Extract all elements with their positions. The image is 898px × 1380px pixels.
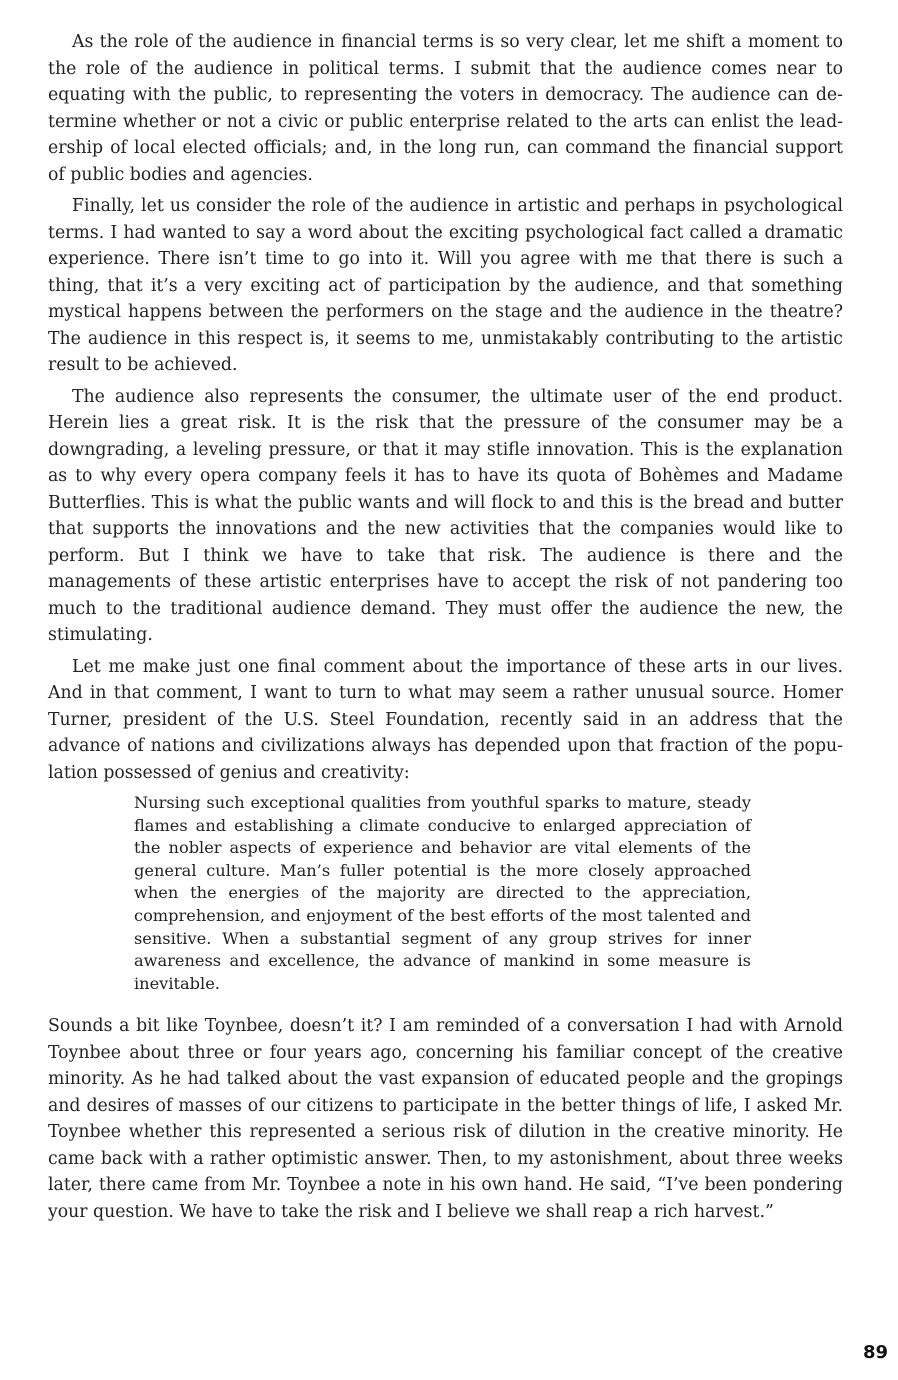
block-quote: Nursing such exceptional qualities from youthful sparks to mature, steady flames and establishing a climate conducive to enlarged appreciation of the nobler aspects of experience and behavior are vital elements of the general culture. Man’s fuller potential is the more closely approached when the energies of the majority are directed to the appreciation, comprehension, and enjoyment of the best efforts of the most talented and sensitive. When a substantial segment of any group strives for inner awareness and excellence, the advance of mankind in some measure is inevitable. <box>134 793 751 993</box>
paragraph-final-comment: Let me make just one final comment about the importance of these arts in our lives. And in that comment, I want to turn to what may seem a rather unusual source. Homer Turner, president of the U.S. Steel Foundation, recently said in an address that the advance of nations and civilizations always has depended upon that fraction of the population possessed of genius and creativity: <box>48 656 843 783</box>
paragraph-toynbee: Sounds a bit like Toynbee, doesn’t it? I am reminded of a conversation I had with Arnold Toynbee about three or four years ago, concerning his familiar concept of the creative minority. As he had talked about the vast expansion of educated people and the gropings and desires of masses of our citizens to participate in the better things of life, I asked Mr. Toynbee whether this represented a serious risk of dilution in the creative minority. He came back with a rather optimistic answer. Then, to my astonishment, about three weeks later, there came from Mr. Toynbee a note in his own hand. He said, “I’ve been pondering your question. We have to take the risk and I believe we shall reap a rich harvest.” <box>48 1016 843 1222</box>
paragraph-artistic-terms: Finally, let us consider the role of the audience in artistic and perhaps in psychological terms. I had wanted to say a word about the exciting psychological fact called a dramatic experience. There isn’t time to go into it. Will you agree with me that there is such a thing, that it’s a very exciting act of participation by the audience, and that something mystical happens between the performers on the stage and the audience in the theatre? The audience in this respect is, it seems to me, unmistakably contributing to the artistic result to be achieved. <box>48 196 843 375</box>
paragraph-political-terms: As the role of the audience in financial terms is so very clear, let me shift a moment to the role of the audience in political terms. I submit that the audience comes near to equating with the public, to representing the voters in democracy. The audience can determine whether or not a civic or public enterprise related to the arts can enlist the leadership of local elected officials; and, in the long run, can command the financial support of public bodies and agencies. <box>48 32 843 185</box>
page-number: 89 <box>862 1342 888 1363</box>
body-text <box>48 29 843 1230</box>
paragraph-consumer: The audience also represents the consumer, the ultimate user of the end product. Herein lies a great risk. It is the risk that the pressure of the consumer may be a downgrading, a leveling pressure, or that it may stifle innovation. This is the explanation as to why every opera company feels it has to have its quota of Bohèmes and Madame Butterflies. This is what the public wants and will flock to and this is the bread and butter that supports the innovations and the new activities that the companies would like to perform. But I think we have to take that risk. The audience is there and the managements of these artistic enterprises have to accept the risk of not pandering too much to the traditional audience demand. They must offer the audience the new, the stimulating. <box>48 386 843 645</box>
